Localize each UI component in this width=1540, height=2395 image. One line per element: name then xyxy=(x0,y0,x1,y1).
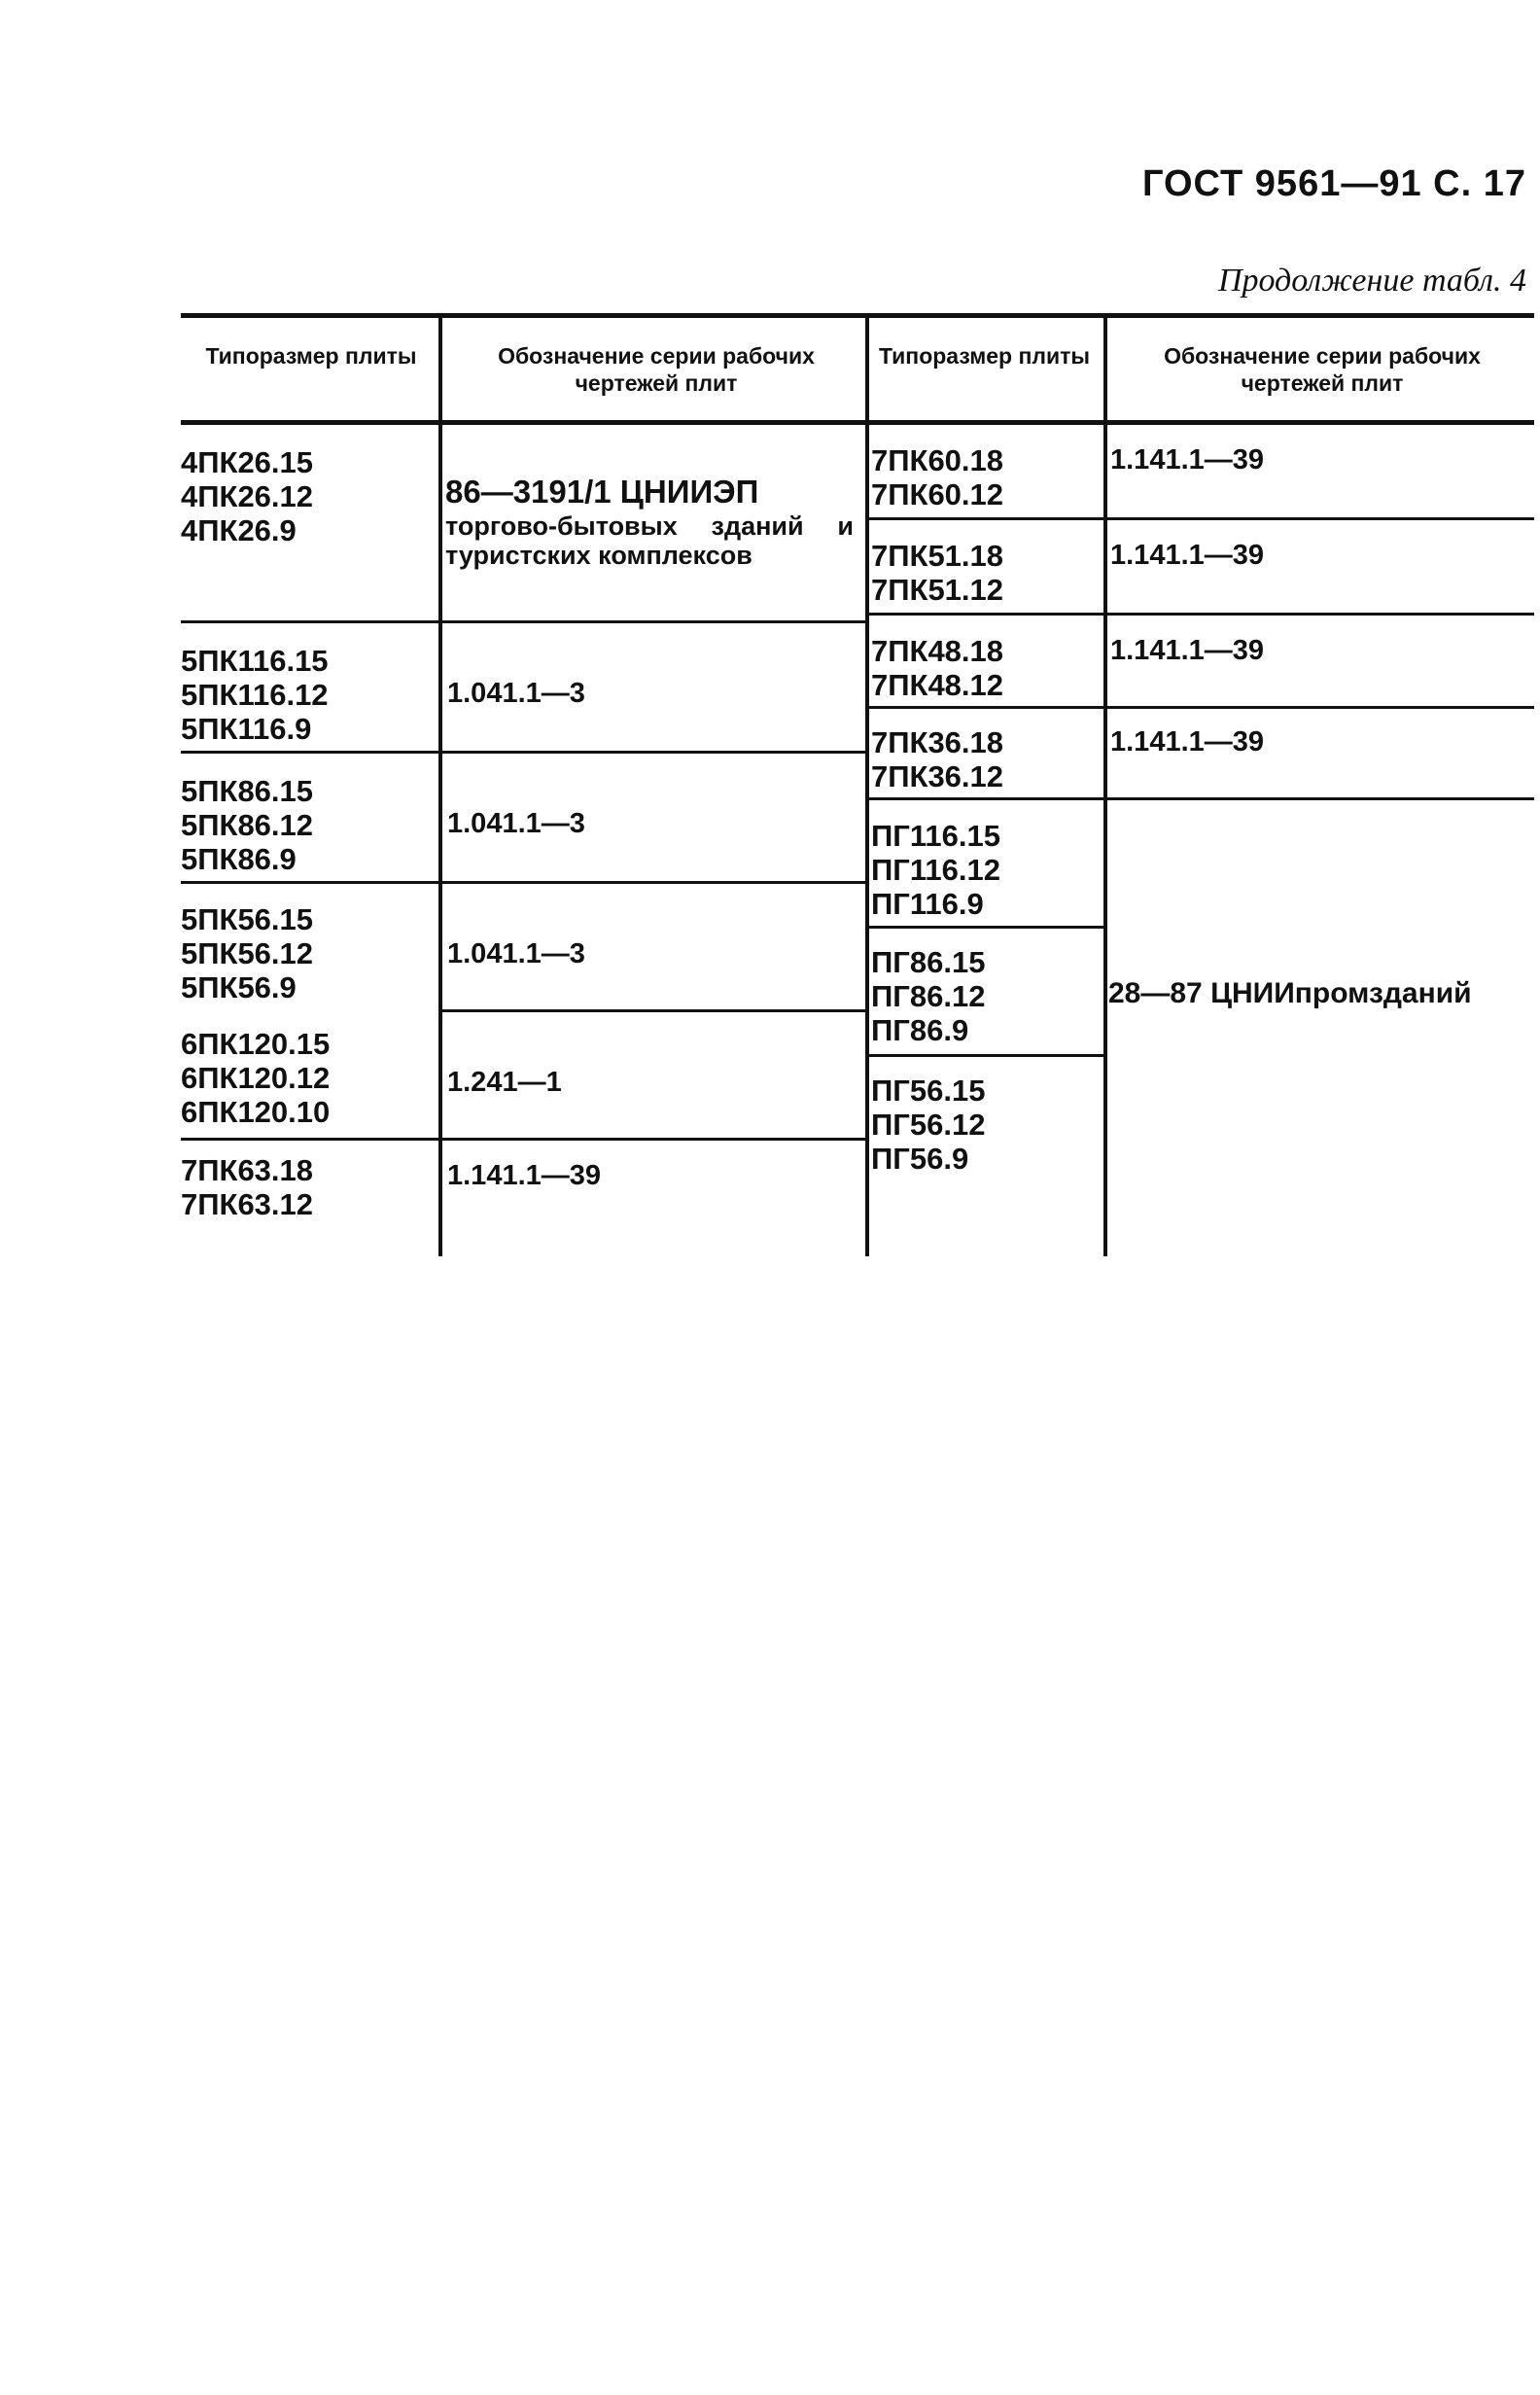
plate-size: 4ПК26.12 xyxy=(181,479,314,513)
plate-size: ПГ116.9 xyxy=(871,887,984,921)
plate-size: 4ПК26.9 xyxy=(181,513,297,547)
column-divider-2 xyxy=(865,313,869,1256)
size-group xyxy=(181,902,313,1004)
plate-size: 7ПК63.12 xyxy=(181,1187,314,1221)
plate-size: ПГ86.15 xyxy=(871,945,986,979)
plate-size: 6ПК120.12 xyxy=(181,1061,331,1095)
row-divider xyxy=(181,751,865,754)
plate-size: ПГ116.15 xyxy=(871,819,1000,853)
plate-size: ПГ56.9 xyxy=(871,1142,969,1176)
left-size-header: Типоразмер плиты xyxy=(205,343,417,369)
series-designation: 1.141.1—39 xyxy=(1110,726,1265,757)
series-description: торгово-бытовых зданий и туристских комплексов xyxy=(445,511,854,570)
plate-size: 7ПК60.18 xyxy=(871,443,1004,477)
series-code: 86—3191/1 ЦНИИЭП xyxy=(445,474,759,510)
series-designation-shared: 28—87 ЦНИИпромзданий xyxy=(1108,977,1472,1009)
plate-size: ПГ86.9 xyxy=(871,1013,969,1047)
row-divider xyxy=(181,620,865,623)
size-group xyxy=(181,1027,330,1129)
size-group xyxy=(181,644,329,746)
row-divider xyxy=(438,1009,865,1012)
plate-size: 5ПК86.12 xyxy=(181,808,314,842)
plate-size: 5ПК86.15 xyxy=(181,774,314,808)
plate-size: 5ПК116.12 xyxy=(181,678,329,712)
series-designation: 1.141.1—39 xyxy=(1110,540,1265,571)
series-designation: 1.241—1 xyxy=(447,1067,562,1098)
plate-size: 7ПК63.18 xyxy=(181,1153,314,1187)
plate-size: 7ПК60.12 xyxy=(871,477,1004,511)
series-designation: 1.141.1—39 xyxy=(1110,635,1265,666)
plate-size: 7ПК48.18 xyxy=(871,634,1004,668)
column-divider-1 xyxy=(438,313,442,1256)
plate-size: 5ПК116.9 xyxy=(181,712,312,746)
left-series-header: Обозначение серии рабочих чертежей плит xyxy=(498,343,815,396)
size-group xyxy=(871,1074,985,1176)
plate-size: ПГ116.12 xyxy=(871,853,1000,887)
plate-size: 5ПК56.12 xyxy=(181,936,314,970)
page-header: ГОСТ 9561—91 С. 17 xyxy=(1141,163,1526,204)
plate-size: 5ПК86.9 xyxy=(181,842,297,876)
series-designation: 1.041.1—3 xyxy=(447,938,585,969)
row-divider xyxy=(865,517,1534,520)
size-group xyxy=(871,819,1000,921)
right-series-header: Обозначение серии рабочих чертежей плит xyxy=(1164,343,1481,396)
plate-size: 6ПК120.15 xyxy=(181,1027,331,1061)
size-group xyxy=(871,725,1003,793)
size-group xyxy=(181,774,313,876)
series-designation: 1.041.1—3 xyxy=(447,808,585,839)
series-designation: 1.041.1—3 xyxy=(447,678,585,709)
plate-size: 7ПК36.12 xyxy=(871,759,1004,793)
row-divider xyxy=(865,1054,1103,1057)
table-top-rule xyxy=(181,313,1534,318)
row-divider xyxy=(865,706,1534,709)
size-group xyxy=(871,443,1003,511)
row-divider xyxy=(865,613,1534,616)
plate-size: 7ПК36.18 xyxy=(871,725,1004,759)
plate-size: 5ПК56.15 xyxy=(181,902,314,936)
size-group xyxy=(181,445,313,547)
size-group xyxy=(871,634,1003,702)
plate-size: 6ПК120.10 xyxy=(181,1095,331,1129)
table-header-rule xyxy=(181,420,1534,425)
series-designation: 1.141.1—39 xyxy=(1110,444,1265,475)
row-divider xyxy=(181,1138,865,1141)
plate-size: ПГ56.12 xyxy=(871,1108,986,1142)
plate-size: 5ПК56.9 xyxy=(181,970,297,1004)
plate-size: 5ПК116.15 xyxy=(181,644,329,678)
size-group xyxy=(871,945,985,1047)
right-size-header: Типоразмер плиты xyxy=(878,343,1091,369)
row-divider xyxy=(181,881,865,884)
plate-size: 7ПК51.12 xyxy=(871,573,1004,607)
plate-size: 7ПК51.18 xyxy=(871,539,1004,573)
size-group xyxy=(871,539,1003,607)
plate-size: 4ПК26.15 xyxy=(181,445,314,479)
column-divider-3 xyxy=(1103,313,1107,1256)
table-continuation-label: Продолжение табл. 4 xyxy=(1217,263,1526,299)
row-divider xyxy=(865,797,1534,800)
series-designation xyxy=(445,473,854,570)
plate-size: ПГ86.12 xyxy=(871,979,986,1013)
row-divider xyxy=(865,926,1103,929)
plate-size: ПГ56.15 xyxy=(871,1074,986,1108)
series-designation: 1.141.1—39 xyxy=(447,1160,602,1191)
size-group xyxy=(181,1153,313,1221)
plate-size: 7ПК48.12 xyxy=(871,668,1004,702)
